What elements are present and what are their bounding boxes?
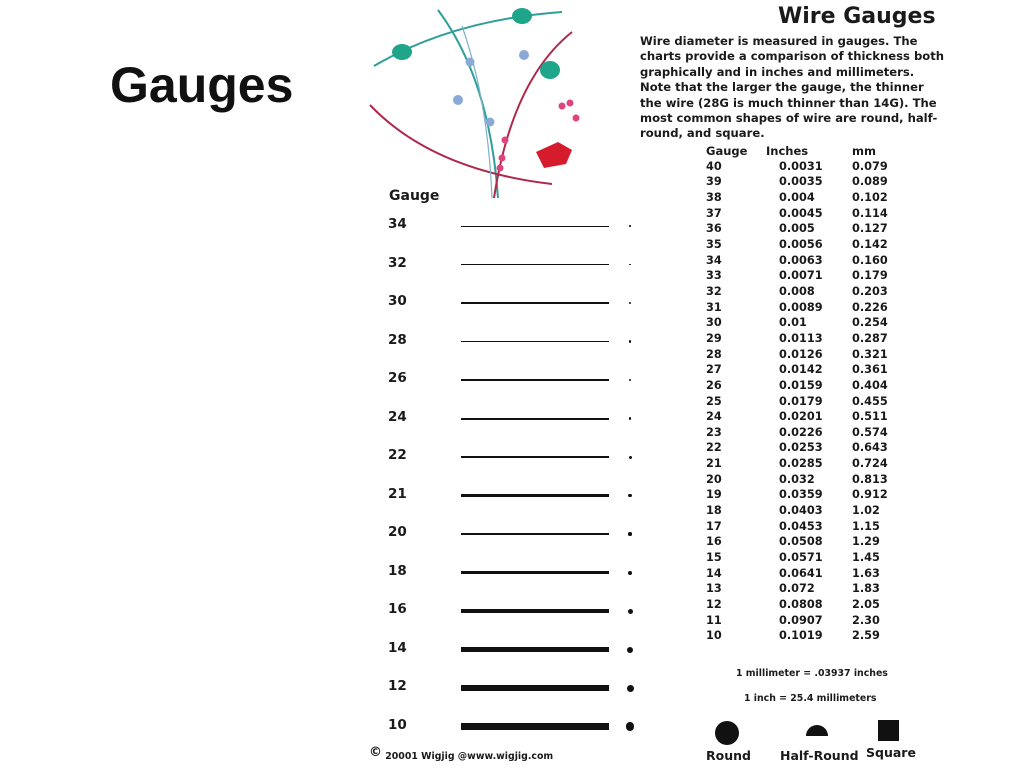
slide-title: Gauges (110, 57, 294, 113)
table-cell-gauge: 10 (706, 629, 722, 643)
table-cell-gauge: 14 (706, 566, 722, 580)
table-cell-gauge: 34 (706, 253, 722, 267)
wire-thickness-line (461, 264, 609, 265)
wire-thickness-line (461, 302, 609, 303)
table-cell-mm: 1.83 (852, 582, 880, 596)
beads-wire-illustration (362, 0, 622, 200)
wire-thickness-line (461, 609, 609, 613)
table-cell-inches: 0.0179 (779, 394, 823, 408)
table-cell-mm: 0.114 (852, 206, 888, 220)
table-cell-gauge: 32 (706, 284, 722, 298)
table-cell-mm: 1.63 (852, 566, 880, 580)
table-row (706, 332, 906, 348)
table-cell-gauge: 26 (706, 378, 722, 392)
table-row (706, 457, 906, 473)
wire-thickness-line (461, 226, 609, 227)
wire-thickness-line (461, 571, 609, 574)
table-cell-gauge: 40 (706, 159, 722, 173)
table-cell-inches: 0.0089 (779, 300, 823, 314)
table-cell-gauge: 20 (706, 472, 722, 486)
table-cell-inches: 0.0285 (779, 457, 823, 471)
table-cell-mm: 1.02 (852, 504, 880, 518)
table-cell-gauge: 22 (706, 441, 722, 455)
half-round-label: Half-Round (780, 748, 859, 763)
copyright-notice (369, 745, 554, 763)
table-cell-gauge: 29 (706, 331, 722, 345)
table-cell-inches: 0.0126 (779, 347, 823, 361)
gauge-row (388, 255, 648, 275)
table-cell-gauge: 37 (706, 206, 722, 220)
table-row (706, 301, 906, 317)
gauge-label: 21 (388, 485, 407, 502)
table-row (706, 488, 906, 504)
table-cell-gauge: 39 (706, 175, 722, 189)
gauge-label: 16 (388, 601, 407, 617)
gauge-label: 30 (388, 293, 407, 309)
table-cell-mm: 0.142 (852, 237, 888, 251)
gauge-row (388, 447, 648, 467)
blue-bead (519, 50, 529, 60)
wire-thickness-line (461, 341, 609, 343)
teal-bead (512, 8, 532, 24)
wire-cross-section-dot (629, 340, 631, 342)
gauge-row (388, 293, 648, 313)
half-round-wire-icon (804, 722, 830, 738)
pink-bead (567, 100, 574, 107)
table-cell-inches: 0.032 (779, 472, 815, 486)
wire-thickness-line (461, 379, 609, 381)
table-row (706, 348, 906, 364)
copyright-symbol: © (369, 745, 382, 760)
table-cell-gauge: 28 (706, 347, 722, 361)
table-cell-mm: 0.912 (852, 488, 888, 502)
red-wire-curve (370, 105, 552, 184)
gauge-label: 18 (388, 562, 407, 579)
table-cell-inches: 0.0031 (779, 159, 823, 173)
wire-cross-section-dot (629, 379, 631, 381)
wire-thickness-line (461, 494, 609, 496)
gauge-row (388, 332, 648, 352)
table-row (706, 222, 906, 238)
table-row (706, 535, 906, 551)
table-cell-gauge: 27 (706, 363, 722, 377)
table-cell-mm: 0.254 (852, 316, 888, 330)
table-cell-inches: 0.0159 (779, 378, 823, 392)
blue-bead (453, 95, 463, 105)
table-cell-mm: 0.643 (852, 441, 888, 455)
gauge-label: 20 (388, 524, 407, 540)
table-row (706, 598, 906, 614)
table-cell-gauge: 15 (706, 551, 722, 565)
table-cell-mm: 0.511 (852, 410, 888, 424)
table-cell-inches: 0.0201 (779, 410, 823, 424)
table-cell-mm: 2.30 (852, 613, 880, 627)
wire-cross-section-dot (628, 494, 631, 497)
gauge-conversion-table (706, 144, 906, 645)
table-row (706, 426, 906, 442)
table-row (706, 629, 906, 645)
table-header-inches: Inches (766, 144, 809, 158)
table-row (706, 254, 906, 270)
table-cell-gauge: 11 (706, 613, 722, 627)
table-cell-inches: 0.004 (779, 190, 815, 204)
round-wire-icon (712, 718, 742, 748)
blue-bead (486, 118, 495, 127)
blue-bead (466, 58, 475, 67)
table-row (706, 207, 906, 223)
table-cell-inches: 0.0403 (779, 504, 823, 518)
chart-intro-text: Wire diameter is measured in gauges. The charts provide a comparison of thickness both graphically and in inches and millimeters. Note that the larger the gauge, the thinner the wire (28G is much thinner than 14G). The most common shapes of wire are round, half-round, and square. (640, 34, 945, 141)
table-row (706, 175, 906, 191)
gauge-row (388, 486, 648, 506)
table-cell-mm: 0.079 (852, 159, 888, 173)
table-cell-gauge: 24 (706, 410, 722, 424)
table-cell-inches: 0.0142 (779, 363, 823, 377)
table-cell-mm: 0.455 (852, 394, 888, 408)
table-cell-gauge: 33 (706, 269, 722, 283)
table-cell-inches: 0.0808 (779, 598, 823, 612)
table-row (706, 441, 906, 457)
wire-cross-section-dot (627, 647, 633, 653)
gauge-label: 28 (388, 331, 407, 348)
pink-bead (497, 165, 504, 172)
inch-to-mm-conversion: 1 inch = 25.4 millimeters (744, 693, 877, 704)
gauge-row (388, 717, 648, 737)
table-cell-inches: 0.0226 (779, 425, 823, 439)
table-cell-mm: 0.102 (852, 190, 888, 204)
table-cell-gauge: 16 (706, 535, 722, 549)
copyright-text: 20001 Wigjig @www.wigjig.com (385, 751, 554, 762)
gauge-row (388, 601, 648, 621)
table-row (706, 160, 906, 176)
table-cell-inches: 0.0907 (779, 613, 823, 627)
table-cell-gauge: 13 (706, 582, 722, 596)
gauge-label: 34 (388, 216, 407, 232)
table-cell-inches: 0.0071 (779, 269, 823, 283)
pink-bead (559, 103, 566, 110)
table-cell-gauge: 17 (706, 519, 722, 533)
table-row (706, 363, 906, 379)
table-cell-inches: 0.1019 (779, 629, 823, 643)
gauge-label: 10 (388, 716, 407, 733)
table-cell-inches: 0.01 (779, 316, 807, 330)
table-cell-gauge: 38 (706, 190, 722, 204)
wire-cross-section-dot (629, 417, 632, 420)
table-cell-mm: 1.29 (852, 535, 880, 549)
table-header-row (706, 144, 906, 160)
table-cell-mm: 0.226 (852, 300, 888, 314)
table-header-gauge: Gauge (706, 144, 748, 158)
wire-thickness-line (461, 685, 609, 690)
table-cell-inches: 0.0253 (779, 441, 823, 455)
table-header-mm: mm (852, 144, 876, 158)
gauge-label: 22 (388, 447, 407, 463)
table-cell-inches: 0.0453 (779, 519, 823, 533)
table-cell-mm: 1.45 (852, 551, 880, 565)
gauge-column-heading: Gauge (389, 188, 440, 204)
table-cell-mm: 0.361 (852, 363, 888, 377)
table-cell-gauge: 19 (706, 488, 722, 502)
teal-bead (392, 44, 412, 60)
wire-cross-section-dot (627, 685, 634, 692)
teal-wire-vertical (438, 10, 498, 198)
table-cell-inches: 0.072 (779, 582, 815, 596)
table-cell-mm: 0.724 (852, 457, 888, 471)
table-row (706, 582, 906, 598)
gauge-label: 24 (388, 408, 407, 425)
table-row (706, 395, 906, 411)
table-cell-mm: 2.05 (852, 598, 880, 612)
table-cell-mm: 0.321 (852, 347, 888, 361)
gauge-row (388, 409, 648, 429)
table-cell-inches: 0.0571 (779, 551, 823, 565)
wire-thickness-line (461, 533, 609, 536)
gauge-label: 32 (388, 254, 407, 271)
table-cell-mm: 0.160 (852, 253, 888, 267)
table-cell-gauge: 21 (706, 457, 722, 471)
gauge-row (388, 678, 648, 698)
wire-thickness-line (461, 418, 609, 420)
pink-bead (502, 137, 509, 144)
table-row (706, 614, 906, 630)
table-cell-inches: 0.0113 (779, 331, 823, 345)
wire-cross-section-dot (626, 722, 635, 731)
gauge-row (388, 563, 648, 583)
table-cell-mm: 0.127 (852, 222, 888, 236)
table-row (706, 520, 906, 536)
wire-cross-section-dot (628, 571, 632, 575)
table-row (706, 473, 906, 489)
teal-bead (540, 61, 560, 79)
table-cell-mm: 0.813 (852, 472, 888, 486)
gauge-label: 12 (388, 678, 407, 694)
table-row (706, 191, 906, 207)
square-label: Square (866, 745, 916, 760)
table-cell-mm: 1.15 (852, 519, 880, 533)
wire-cross-section-dot (629, 302, 631, 304)
wire-cross-section-dot (629, 456, 632, 459)
table-cell-gauge: 23 (706, 425, 722, 439)
table-cell-inches: 0.0045 (779, 206, 823, 220)
red-wire-vertical (494, 32, 572, 198)
table-cell-inches: 0.0508 (779, 535, 823, 549)
table-cell-mm: 0.287 (852, 331, 888, 345)
pink-bead (499, 155, 506, 162)
table-cell-inches: 0.0641 (779, 566, 823, 580)
table-cell-gauge: 35 (706, 237, 722, 251)
table-cell-gauge: 36 (706, 222, 722, 236)
wire-cross-section-dot (628, 532, 632, 536)
table-row (706, 269, 906, 285)
gauge-label: 14 (388, 639, 407, 656)
gauge-row (388, 524, 648, 544)
gauge-label: 26 (388, 370, 407, 386)
wire-thickness-line (461, 723, 609, 729)
table-cell-inches: 0.0056 (779, 237, 823, 251)
table-cell-mm: 2.59 (852, 629, 880, 643)
table-row (706, 285, 906, 301)
gauge-row (388, 216, 648, 236)
wire-thickness-line (461, 456, 609, 458)
table-cell-mm: 0.574 (852, 425, 888, 439)
table-row (706, 410, 906, 426)
gauge-row (388, 370, 648, 390)
gauge-row (388, 640, 648, 660)
table-cell-inches: 0.0035 (779, 175, 823, 189)
wire-cross-section-dot (629, 264, 631, 266)
square-wire-icon (876, 718, 902, 744)
table-cell-mm: 0.404 (852, 378, 888, 392)
table-row (706, 316, 906, 332)
wire-cross-section-dot (628, 609, 633, 614)
table-cell-inches: 0.0359 (779, 488, 823, 502)
table-cell-mm: 0.203 (852, 284, 888, 298)
table-cell-gauge: 25 (706, 394, 722, 408)
table-cell-gauge: 30 (706, 316, 722, 330)
table-cell-inches: 0.005 (779, 222, 815, 236)
table-cell-inches: 0.0063 (779, 253, 823, 267)
table-cell-mm: 0.179 (852, 269, 888, 283)
table-cell-inches: 0.008 (779, 284, 815, 298)
wire-cross-section-dot (629, 225, 631, 227)
table-cell-gauge: 12 (706, 598, 722, 612)
table-row (706, 379, 906, 395)
table-cell-mm: 0.089 (852, 175, 888, 189)
mm-to-inch-conversion: 1 millimeter = .03937 inches (736, 668, 888, 679)
table-cell-gauge: 18 (706, 504, 722, 518)
pink-bead (573, 115, 580, 122)
table-row (706, 238, 906, 254)
table-row (706, 551, 906, 567)
wire-thickness-line (461, 647, 609, 651)
table-row (706, 504, 906, 520)
red-bead (536, 142, 572, 168)
table-cell-gauge: 31 (706, 300, 722, 314)
table-row (706, 567, 906, 583)
chart-heading: Wire Gauges (778, 4, 936, 29)
round-label: Round (706, 748, 751, 763)
